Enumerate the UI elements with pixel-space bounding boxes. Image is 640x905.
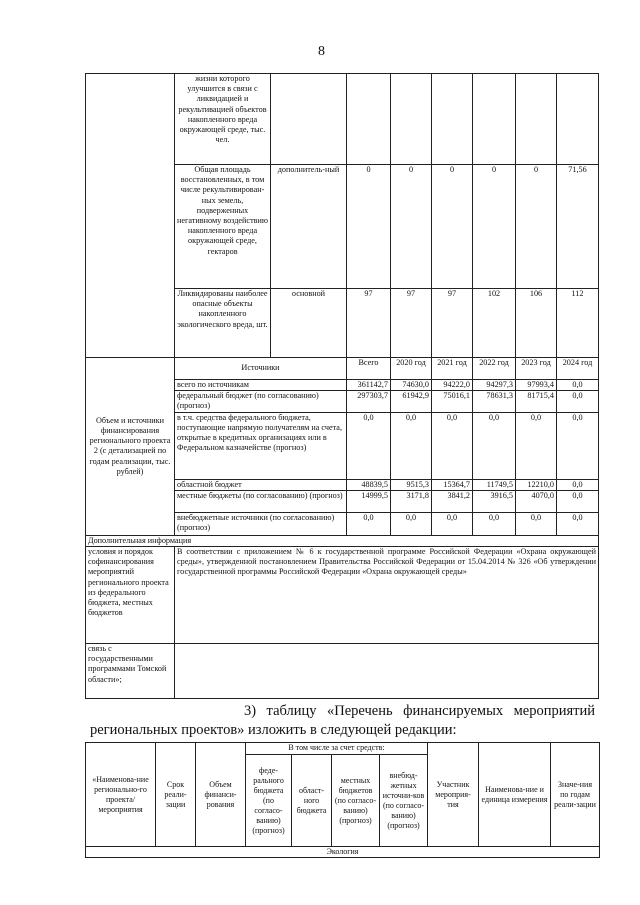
- link-label: связь с государственными программами Томской области»;: [86, 644, 175, 699]
- col-header-year: 2021 год: [432, 358, 473, 380]
- source-label: в т.ч. средства федерального бюджета, поступающие напрямую получателям на счета, открытые в кредитных организациях или в Федеральном казначействе (прогноз): [175, 412, 347, 479]
- funding-value: 0,0: [432, 512, 473, 535]
- conditions-label: условия и порядок софинансирования мероприятий регионального проекта из федерального бюджета, местных бюджетов: [86, 547, 175, 644]
- additional-info-header: Дополнительная информация: [86, 535, 599, 546]
- col-header-year: 2022 год: [473, 358, 516, 380]
- funding-value: 0,0: [516, 412, 557, 479]
- funding-value: 78631,3: [473, 391, 516, 412]
- regional-project-passport-table: [85, 73, 599, 699]
- funding-value: 0,0: [557, 391, 599, 412]
- funding-value: 3916,5: [473, 490, 516, 512]
- col-term: Срок реали-зации: [156, 743, 196, 847]
- indicator-value: [557, 74, 599, 165]
- funding-value: 0,0: [347, 412, 391, 479]
- funding-value: 74630,0: [391, 380, 432, 391]
- col-project-name: «Наименова-ние регионально-го проекта/ мероприятия: [86, 743, 156, 847]
- funding-value: 94222,0: [432, 380, 473, 391]
- col-federal: феде-рального бюджета (по согласо-ванию) (прогноз): [246, 755, 292, 847]
- col-local: местных бюджетов (по согласо-ванию) (прогноз): [332, 755, 380, 847]
- indicator-type: [271, 74, 347, 165]
- source-label: внебюджетные источники (по согласованию) (прогноз): [175, 512, 347, 535]
- indicator-value: [391, 74, 432, 165]
- indicator-value: 102: [473, 289, 516, 358]
- funding-value: 0,0: [557, 479, 599, 490]
- conditions-text: В соответствии с приложением № 6 к государственной программе Российской Федерации «Охрана окружающей среды», утвержденной постановлением Правительства Российской Федерации от 15.04.2014 № 326 «Об утверждении государственной программы Российской Федерации «Охрана окружающей среды»: [175, 547, 599, 644]
- indicator-value: 112: [557, 289, 599, 358]
- col-group-sources: В том числе за счет средств:: [246, 743, 428, 755]
- funding-value: 0,0: [432, 412, 473, 479]
- funding-value: 97993,4: [516, 380, 557, 391]
- funding-value: 0,0: [557, 412, 599, 479]
- indicator-value: 0: [391, 165, 432, 289]
- financed-activities-table: [85, 742, 600, 858]
- indicator-value: 0: [432, 165, 473, 289]
- funding-value: 81715,4: [516, 391, 557, 412]
- funding-value: 361142,7: [347, 380, 391, 391]
- col-values: Значе-ния по годам реали-зации: [551, 743, 600, 847]
- funding-value: 0,0: [347, 512, 391, 535]
- col-unit: Наименова-ние и единица измерения: [479, 743, 551, 847]
- col-header-year: 2020 год: [391, 358, 432, 380]
- indicator-value: 71,56: [557, 165, 599, 289]
- funding-value: 15364,7: [432, 479, 473, 490]
- indicator-value: [516, 74, 557, 165]
- funding-value: 0,0: [516, 512, 557, 535]
- funding-value: 0,0: [557, 512, 599, 535]
- funding-value: 0,0: [557, 380, 599, 391]
- link-text-empty: [175, 644, 599, 699]
- section-ecology: Экология: [86, 847, 600, 858]
- col-regional: област-ного бюджета: [292, 755, 332, 847]
- funding-value: 0,0: [473, 412, 516, 479]
- indicator-name: Ликвидированы наиболее опасные объекты накопленного экологического вреда, шт.: [175, 289, 271, 358]
- funding-side-label: Объем и источники финансирования регионального проекта 2 (с детализацией по годам реализации, тыс. рублей): [86, 358, 175, 536]
- indicator-name: Общая площадь восстановленных, в том числе рекультивирован-ных земель, подверженных негативному воздействию накопленного вреда окружающей среде, гектаров: [175, 165, 271, 289]
- funding-value: 0,0: [473, 512, 516, 535]
- indicator-value: 0: [516, 165, 557, 289]
- col-volume: Объем финанси-рования: [196, 743, 246, 847]
- funding-value: 3171,8: [391, 490, 432, 512]
- intro-paragraph: 3) таблицу «Перечень финансируемых мероприятий региональных проектов» изложить в следующей редакции:: [90, 703, 595, 738]
- funding-value: 48839,5: [347, 479, 391, 490]
- col-header-year: 2024 год: [557, 358, 599, 380]
- indicator-value: 106: [516, 289, 557, 358]
- funding-value: 12210,0: [516, 479, 557, 490]
- col-header-total: Всего: [347, 358, 391, 380]
- col-header-year: 2023 год: [516, 358, 557, 380]
- source-label: местные бюджеты (по согласованию) (прогноз): [175, 490, 347, 512]
- funding-value: 0,0: [557, 490, 599, 512]
- col-participant: Участник мероприя-тия: [428, 743, 479, 847]
- indicator-value: 97: [347, 289, 391, 358]
- indicator-value: 97: [432, 289, 473, 358]
- funding-value: 61942,9: [391, 391, 432, 412]
- empty-left-cell: [86, 74, 175, 358]
- funding-value: 0,0: [391, 512, 432, 535]
- indicator-type: дополнитель-ный: [271, 165, 347, 289]
- indicator-value: 0: [347, 165, 391, 289]
- funding-value: 4070,0: [516, 490, 557, 512]
- sources-header: Источники: [175, 358, 347, 380]
- funding-value: 75016,1: [432, 391, 473, 412]
- indicator-value: [347, 74, 391, 165]
- source-label: всего по источникам: [175, 380, 347, 391]
- page-number: 8: [318, 44, 325, 59]
- col-extrabudget: внебюд-жетных источни-ков (по согласо-ванию) (прогноз): [380, 755, 428, 847]
- indicator-value: [473, 74, 516, 165]
- funding-value: 0,0: [391, 412, 432, 479]
- funding-value: 9515,3: [391, 479, 432, 490]
- source-label: федеральный бюджет (по согласованию) (прогноз): [175, 391, 347, 412]
- funding-value: 297303,7: [347, 391, 391, 412]
- funding-value: 94297,3: [473, 380, 516, 391]
- indicator-name: жизни которого улучшится в связи с ликвидацией и рекультивацией объектов накопленного вреда окружающей среде, тыс. чел.: [175, 74, 271, 165]
- indicator-type: основной: [271, 289, 347, 358]
- source-label: областной бюджет: [175, 479, 347, 490]
- funding-value: 3841,2: [432, 490, 473, 512]
- indicator-value: 97: [391, 289, 432, 358]
- funding-value: 11749,5: [473, 479, 516, 490]
- indicator-value: 0: [473, 165, 516, 289]
- funding-value: 14999,5: [347, 490, 391, 512]
- indicator-value: [432, 74, 473, 165]
